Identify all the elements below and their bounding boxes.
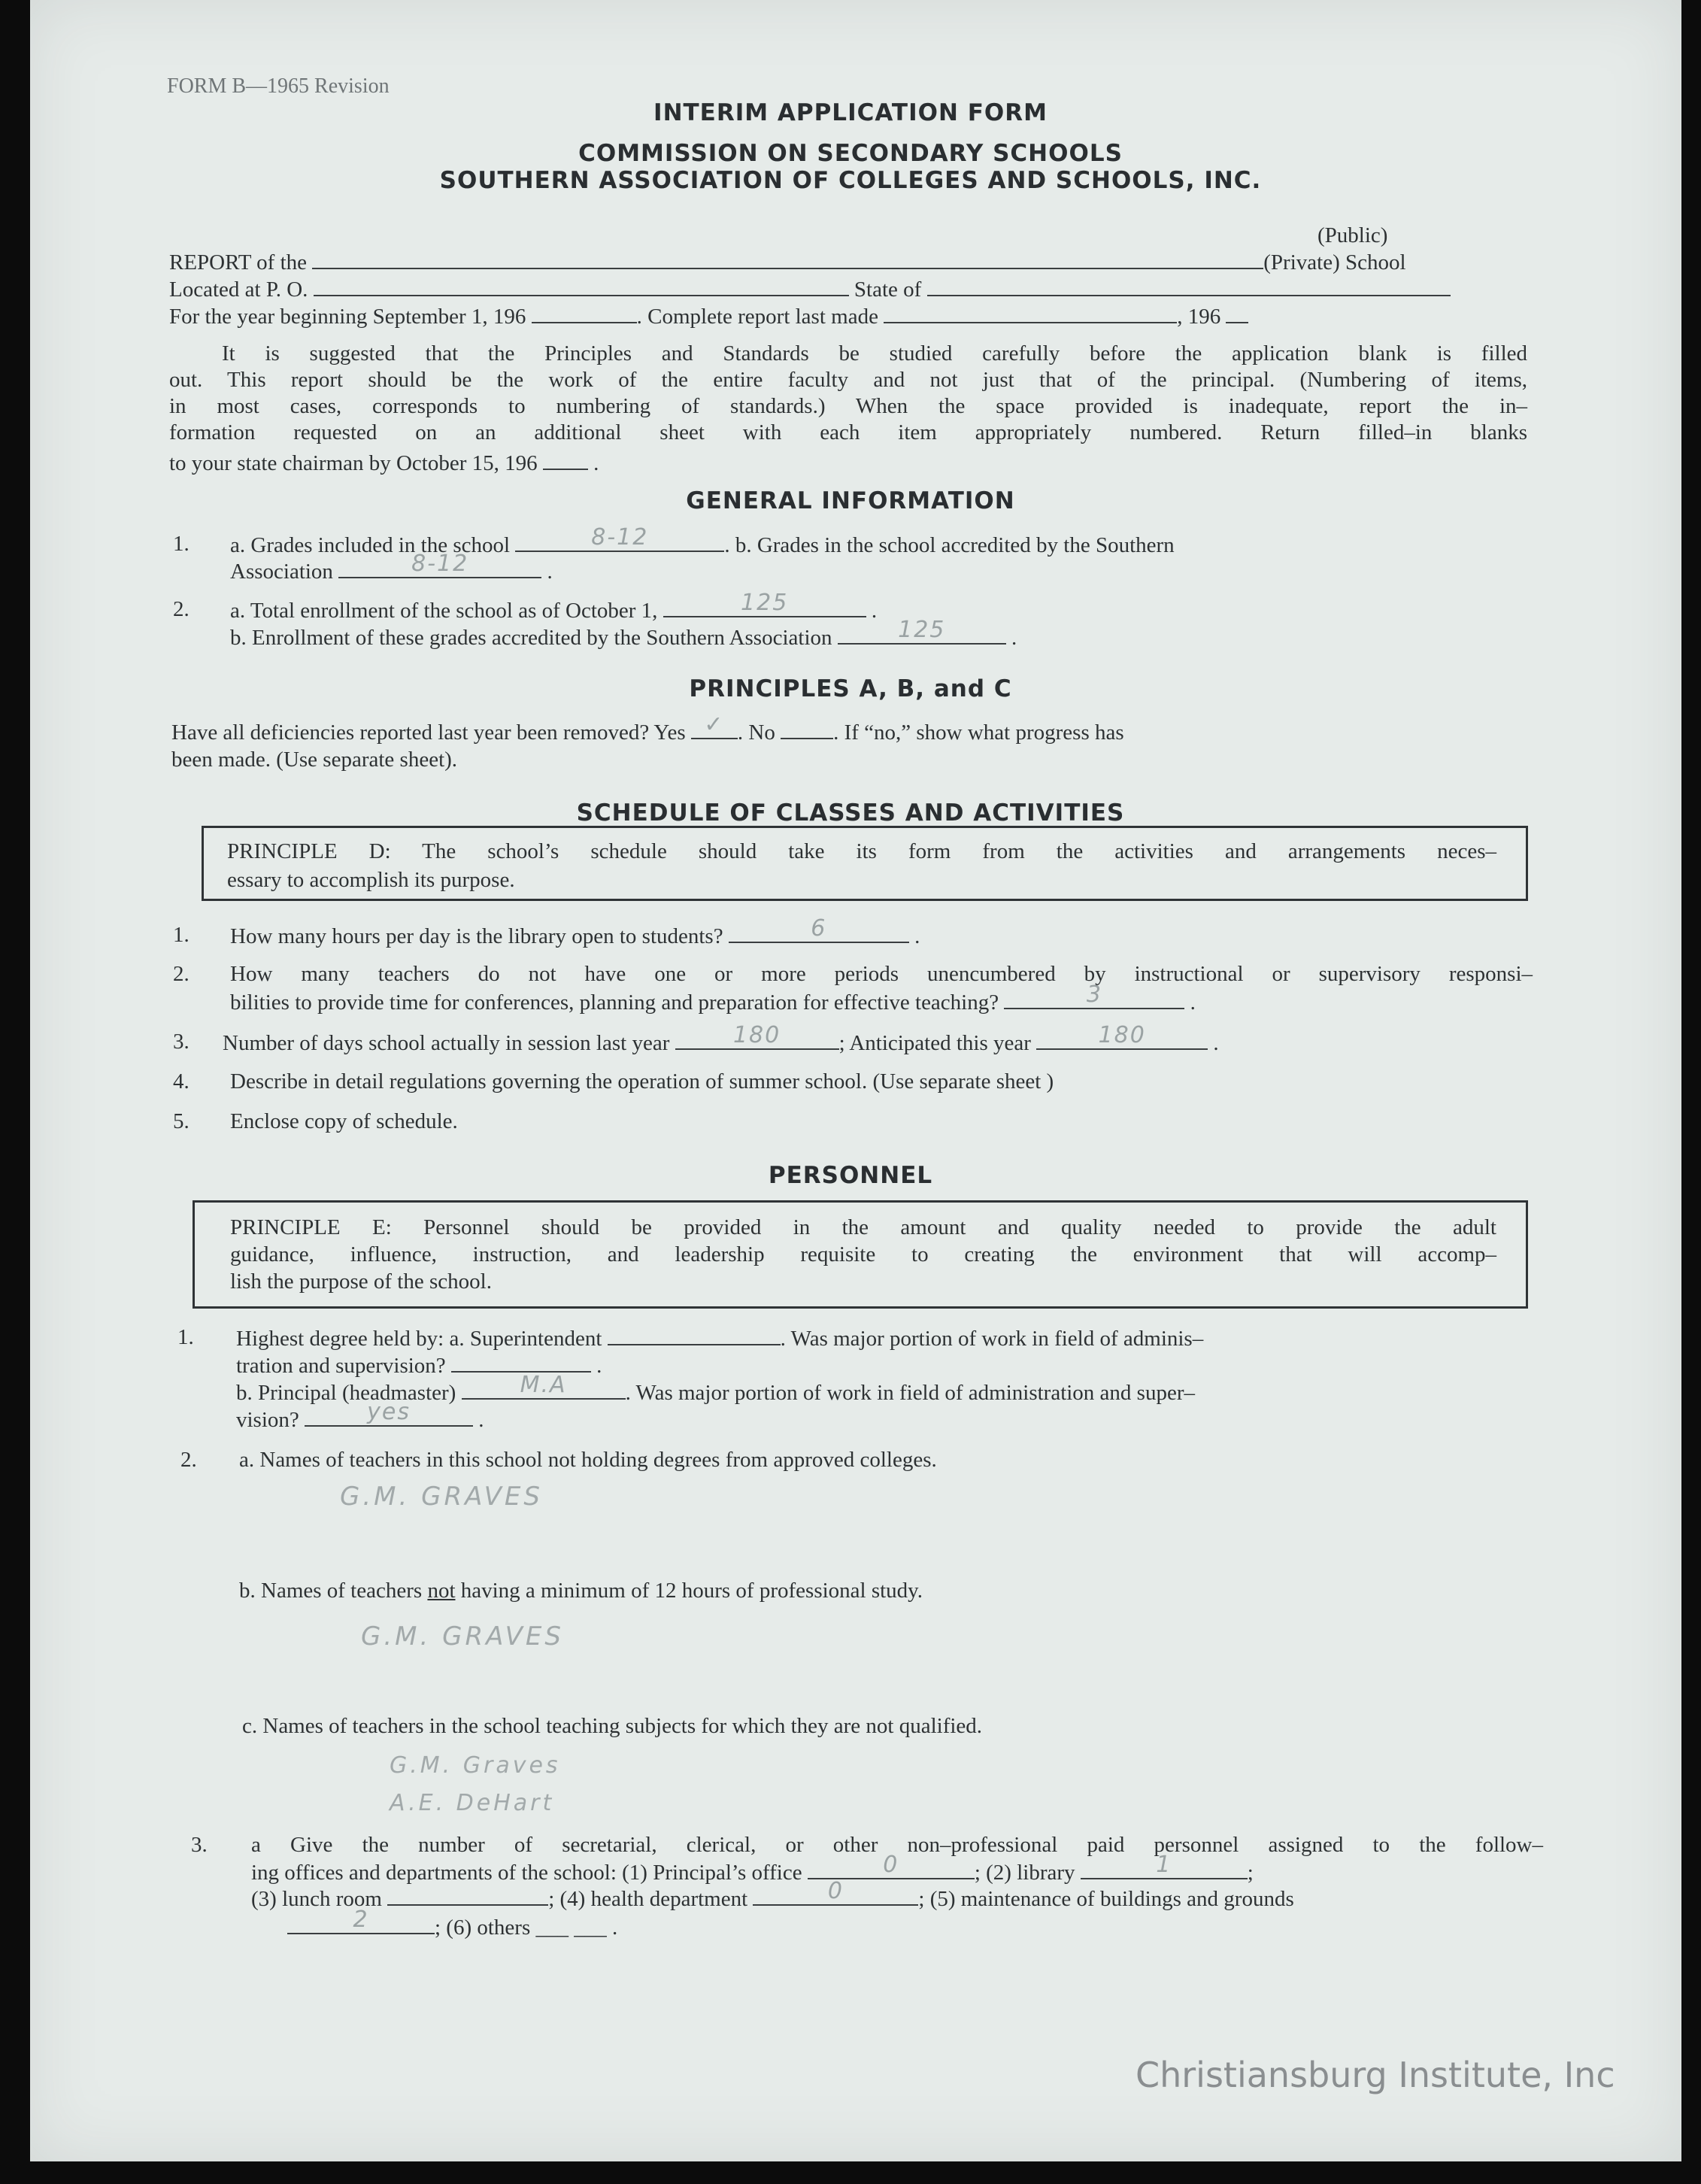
- pers-q3-line-2: ing offices and departments of the school: (1) Principal’s office 0 ; (2) library 1 ;: [251, 1852, 1254, 1885]
- gi-q2-line-b: b. Enrollment of these grades accredited by the Southern Association 125 .: [230, 617, 1017, 650]
- gi-q2-line-a: a. Total enrollment of the school as of October 1, 125 .: [230, 590, 878, 623]
- year-beginning-label: For the year beginning September 1, 196: [169, 305, 526, 329]
- teachers-unencumbered-field[interactable]: [1004, 981, 1184, 1009]
- principle-d-line-2: essary to accomplish its purpose.: [227, 868, 515, 892]
- last-report-year-field[interactable]: [1226, 302, 1248, 323]
- year-line: [169, 302, 1248, 329]
- library-staff-answer: 1: [1156, 1852, 1172, 1878]
- days-anticipated-answer: 180: [1098, 1022, 1146, 1048]
- not-qualified-label: c. Names of teachers in the school teaching subjects for which they are not qualified.: [242, 1714, 983, 1738]
- maintenance-label: ; (5) maintenance of buildings and grounds: [918, 1887, 1294, 1911]
- anticipated-label: ; Anticipated this year: [838, 1031, 1031, 1055]
- superintendent-degree-field[interactable]: [608, 1324, 781, 1345]
- others-field[interactable]: ___ ___: [535, 1916, 607, 1940]
- health-department-field[interactable]: [753, 1878, 918, 1906]
- not-qualified-answer-2: A.E. DeHart: [390, 1790, 555, 1816]
- deficiencies-line: [171, 711, 1124, 745]
- intro-line-5: to your state chairman by October 15, 196 .: [169, 449, 599, 476]
- state-of-label: State of: [854, 278, 922, 302]
- gi-q1-line-2: Association 8-12 .: [230, 551, 553, 584]
- form-id: FORM B––1965 Revision: [167, 74, 390, 98]
- principal-label: b. Principal (headmaster): [236, 1381, 456, 1405]
- intro-line-3: in most cases, corresponds to numbering of standards.) When the space provided is inadequate, report the in–: [169, 394, 1527, 418]
- total-enrollment-answer: 125: [741, 590, 789, 616]
- library-label: ; (2) library: [974, 1861, 1075, 1885]
- days-anticipated-field[interactable]: [1036, 1022, 1208, 1050]
- lunch-room-label: (3) lunch room: [251, 1887, 382, 1911]
- gi-q1-number: 1.: [173, 532, 190, 556]
- last-report-field[interactable]: [884, 302, 1177, 323]
- sch-q2-line-1: How many teachers do not have one or more periods unencumbered by instructional or supervisory responsi–: [230, 962, 1533, 986]
- sch-q3-line: Number of days school actually in session last year 180 ; Anticipated this year 180 .: [223, 1022, 1219, 1055]
- report-of-line: [169, 248, 1406, 275]
- days-last-year-label: Number of days school actually in session last year: [223, 1031, 670, 1055]
- library-hours-answer: 6: [811, 915, 827, 942]
- sch-q3-number: 3.: [173, 1030, 190, 1054]
- principle-e-line-3: lish the purpose of the school.: [230, 1269, 492, 1294]
- yes-answer: ✓: [704, 711, 725, 738]
- no-professional-study-label-pre: b. Names of teachers: [239, 1579, 423, 1603]
- pers-q1-number: 1.: [177, 1325, 194, 1349]
- report-of-label: REPORT of the: [169, 250, 308, 275]
- if-no-label: . If “no,” show what progress has: [833, 720, 1124, 745]
- not-qualified-answer-1: G.M. Graves: [390, 1752, 561, 1779]
- personnel-heading: PERSONNEL: [768, 1162, 933, 1189]
- principal-office-answer: 0: [883, 1852, 899, 1878]
- intro-line-1: It is suggested that the Principles and Standards be studied carefully before the application blank is filled: [222, 341, 1527, 366]
- pers-q3-line-1: a Give the number of secretarial, clerical, or other non–professional paid personnel assigned to the follow–: [251, 1833, 1543, 1857]
- private-school-label: (Private) School: [1263, 250, 1406, 275]
- principal-office-field[interactable]: [808, 1852, 975, 1879]
- others-label: ; (6) others: [435, 1916, 531, 1940]
- principal-major-label: . Was major portion of work in field of administration and super–: [625, 1381, 1195, 1405]
- pers-q1-line-a: [236, 1324, 1203, 1351]
- pers-q3-line-4: 2 ; (6) others ___ ___ .: [287, 1913, 617, 1940]
- post-office-field[interactable]: [314, 275, 849, 296]
- grades-included-answer: 8-12: [591, 524, 649, 551]
- maintenance-answer: 2: [353, 1906, 369, 1933]
- principle-e-line-2: guidance, influence, instruction, and leadership requisite to creating the environment that will accomp–: [230, 1242, 1496, 1266]
- accredited-enrollment-answer: 125: [898, 617, 946, 643]
- deficiencies-question: Have all deficiencies reported last year been removed? Yes: [171, 720, 686, 745]
- pers-q1-line-b3: vision? yes .: [236, 1399, 484, 1432]
- teachers-unencumbered-label: bilities to provide time for conferences, planning and preparation for effective teaching?: [230, 990, 999, 1015]
- maintenance-field[interactable]: [287, 1906, 435, 1934]
- association-label: Association: [230, 560, 333, 584]
- no-professional-study-line: [239, 1578, 923, 1603]
- principal-supervision-answer: yes: [367, 1399, 411, 1425]
- principal-degree-answer: M.A: [520, 1372, 567, 1398]
- no-professional-study-answer: G.M. GRAVES: [361, 1621, 564, 1652]
- form-title: INTERIM APPLICATION FORM: [653, 99, 1048, 126]
- no-field[interactable]: [781, 718, 833, 739]
- located-at-label: Located at P. O.: [169, 278, 308, 302]
- form-subtitle-association: SOUTHERN ASSOCIATION OF COLLEGES AND SCHOOLS, INC.: [439, 167, 1262, 194]
- year-beginning-field[interactable]: [532, 302, 637, 323]
- superintendent-supervision-field[interactable]: [451, 1351, 591, 1373]
- deficiencies-line-2: been made. (Use separate sheet).: [171, 748, 458, 772]
- superintendent-major-label: . Was major portion of work in field of adminis–: [780, 1327, 1204, 1351]
- sch-q4-number: 4.: [173, 1069, 190, 1094]
- unapproved-degrees-answer: G.M. GRAVES: [340, 1482, 543, 1512]
- accredited-enrollment-label: b. Enrollment of these grades accredited by the Southern Association: [230, 626, 832, 650]
- pers-q3-number: 3.: [191, 1833, 208, 1857]
- superintendent-label: Highest degree held by: a. Superintendent: [236, 1327, 602, 1351]
- schedule-heading: SCHEDULE OF CLASSES AND ACTIVITIES: [576, 799, 1125, 827]
- principal-degree-field[interactable]: [462, 1372, 626, 1400]
- enclose-schedule-label: Enclose copy of schedule.: [230, 1109, 458, 1133]
- principle-d-line-1: PRINCIPLE D: The school’s schedule should take its form from the activities and arrangements neces–: [227, 839, 1496, 863]
- health-department-label: ; (4) health department: [548, 1887, 748, 1911]
- watermark: Christiansburg Institute, Inc: [1136, 2055, 1615, 2095]
- principle-e-line-1: PRINCIPLE E: Personnel should be provided in the amount and quality needed to provide the adult: [230, 1215, 1496, 1239]
- accredited-enrollment-field[interactable]: [838, 617, 1006, 645]
- grades-included-label: a. Grades included in the school: [230, 533, 511, 557]
- state-field[interactable]: [927, 275, 1451, 296]
- days-last-year-answer: 180: [732, 1022, 781, 1048]
- gi-q2-number: 2.: [173, 597, 190, 621]
- complete-report-label: . Complete report last made: [636, 305, 878, 329]
- principles-abc-heading: PRINCIPLES A, B, and C: [689, 675, 1012, 702]
- sch-q1-number: 1.: [173, 923, 190, 947]
- form-subtitle-commission: COMMISSION ON SECONDARY SCHOOLS: [578, 140, 1123, 167]
- principal-supervision-label: vision?: [236, 1408, 299, 1432]
- public-label: (Public): [1317, 223, 1388, 247]
- pers-q2-number: 2.: [180, 1448, 197, 1472]
- library-staff-field[interactable]: [1081, 1852, 1248, 1879]
- grades-accredited-answer: 8-12: [411, 551, 469, 577]
- sch-q2-line-2: bilities to provide time for conferences, planning and preparation for effective teaching? 3 .: [230, 981, 1196, 1015]
- located-at-line: [169, 275, 1451, 302]
- total-enrollment-label: a. Total enrollment of the school as of October 1,: [230, 599, 658, 623]
- principal-office-label: ing offices and departments of the school: (1) Principal’s office: [251, 1861, 802, 1885]
- general-information-heading: GENERAL INFORMATION: [686, 487, 1015, 514]
- unapproved-degrees-label: a. Names of teachers in this school not holding degrees from approved colleges.: [239, 1448, 937, 1472]
- yes-field[interactable]: [691, 711, 738, 739]
- school-name-field[interactable]: [312, 248, 1263, 269]
- days-last-year-field[interactable]: [675, 1022, 839, 1050]
- library-hours-field[interactable]: [729, 915, 909, 943]
- not-underlined: not: [427, 1579, 456, 1603]
- superintendent-supervision-label: tration and supervision?: [236, 1354, 446, 1378]
- sch-q1-line: How many hours per day is the library open to students? 6 .: [230, 915, 920, 948]
- sch-q5-number: 5.: [173, 1109, 190, 1133]
- intro-line-4: formation requested on an additional sheet with each item appropriately numbered. Return filled–in blanks: [169, 420, 1527, 444]
- pers-q3-line-3: [251, 1878, 1294, 1912]
- health-department-answer: 0: [827, 1878, 844, 1904]
- intro-last-text: to your state chairman by October 15, 196: [169, 451, 538, 475]
- deadline-year-field[interactable]: [543, 449, 588, 470]
- teachers-unencumbered-answer: 3: [1086, 981, 1102, 1008]
- pers-q1-line-a3: tration and supervision? .: [236, 1351, 602, 1379]
- grades-accredited-label: . b. Grades in the school accredited by the Southern: [724, 533, 1175, 557]
- no-label: . No: [737, 720, 775, 745]
- year-suffix-label: , 196: [1177, 305, 1221, 329]
- sch-q2-number: 2.: [173, 962, 190, 986]
- no-professional-study-label-post: having a minimum of 12 hours of professional study.: [460, 1579, 923, 1603]
- intro-line-2: out. This report should be the work of the entire faculty and not just that of the principal. (Numbering of items,: [169, 368, 1527, 392]
- grades-included-field[interactable]: [515, 524, 724, 552]
- library-hours-label: How many hours per day is the library open to students?: [230, 924, 723, 948]
- summer-school-label: Describe in detail regulations governing the operation of summer school. (Use separate sheet ): [230, 1069, 1054, 1094]
- total-enrollment-field[interactable]: [663, 590, 866, 617]
- lunch-room-field[interactable]: [387, 1885, 548, 1906]
